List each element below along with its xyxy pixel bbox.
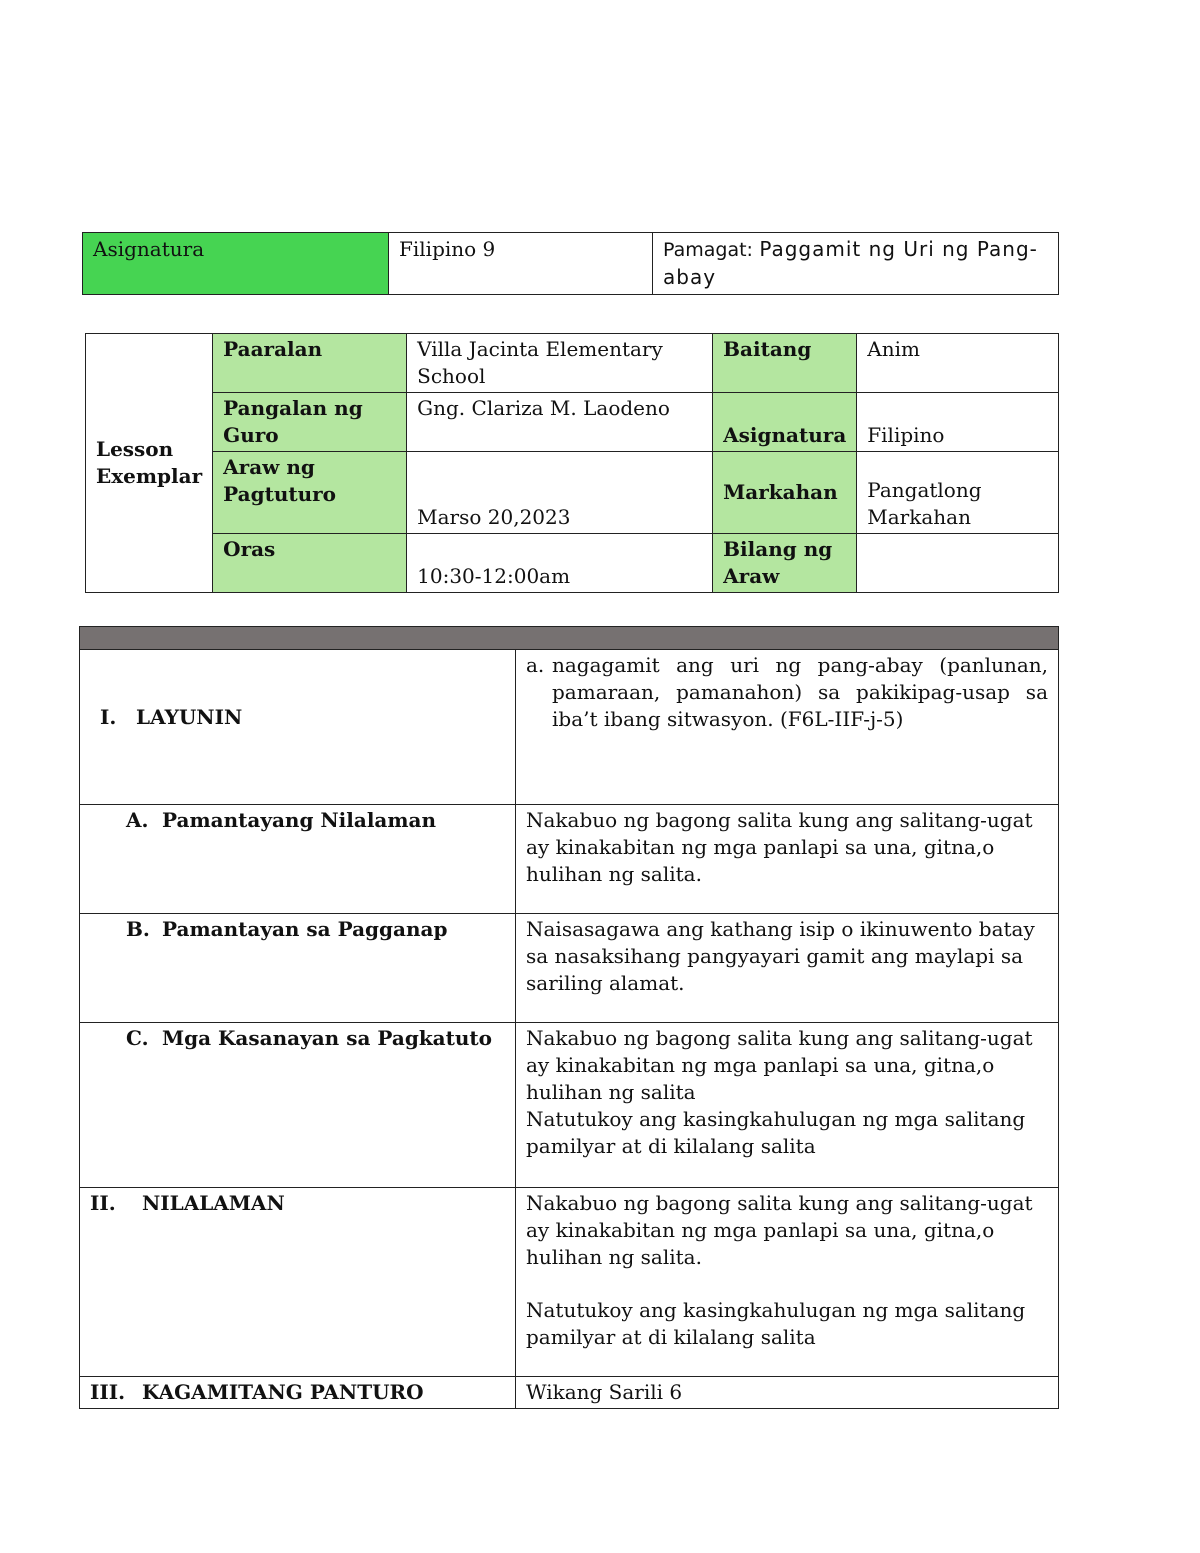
nilalaman-label-cell [80,1188,516,1377]
pamantayan-pagganap-label-cell [80,914,516,1023]
teacher-label: Pangalan ng Guro [223,396,363,447]
teacher-value: Gng. Clariza M. Laodeno [417,396,670,420]
kagamitan-label: KAGAMITANG PANTURO [142,1380,424,1404]
layunin-marker: I. [100,704,117,729]
layunin-text: nagagamit ang uri ng pang-abay (panlunan, pamaraan, pamanahon) sa pakikipag-usap sa iba’t ibang sitwasyon. (F6L-IIF-j-5) [552,653,1048,731]
info-value-cell [857,393,1059,452]
time-label: Oras [223,537,276,561]
pamantayan-pagganap-text: Naisasagawa ang kathang isip o ikinuwento batay sa nasaksihang pangyayari gamit ang maylapi sa sariling alamat. [526,917,1035,995]
days-label: Bilang ng Araw [723,537,833,588]
lesson-title: Paggamit ng Uri ng Pang-abay [663,237,1038,289]
info-value-cell [407,393,713,452]
layunin-content-cell [516,650,1059,805]
info-value-cell [407,452,713,534]
nilalaman-text-2: Natutukoy ang kasingkahulugan ng mga salitang pamilyar at di kilalang salita [526,1298,1026,1349]
nilalaman-content-cell [516,1188,1059,1377]
kasanayan-label: Mga Kasanayan sa Pagkatuto [162,1026,492,1050]
layunin-label: LAYUNIN [136,704,243,729]
info-value-cell [857,452,1059,534]
subject2-label: Asignatura [723,423,847,447]
subject2-value: Filipino [867,423,945,447]
pamantayan-pagganap-content-cell [516,914,1059,1023]
grade-label: Baitang [723,337,812,361]
section-a-marker: A. [126,808,149,832]
info-value-cell [857,534,1059,593]
info-label-cell [713,452,857,534]
item-marker: a. [526,653,545,677]
title-cell [653,233,1059,295]
nilalaman-text-1: Nakabuo ng bagong salita kung ang salitang-ugat ay kinakabitan ng mga panlapi sa una, gitna,o hulihan ng salita. [526,1191,1033,1269]
info-label-cell [213,334,407,393]
lesson-plan-table [79,626,1059,1409]
kasanayan-content-cell [516,1023,1059,1188]
time-value: 10:30-12:00am [417,564,571,588]
quarter-label: Markahan [723,480,838,504]
lesson-exemplar-label: Lesson Exemplar [96,437,203,488]
kasanayan-label-cell [80,1023,516,1188]
pamantayang-nilalaman-label: Pamantayang Nilalaman [162,808,437,832]
kasanayan-text-2: Natutukoy ang kasingkahulugan ng mga salitang pamilyar at di kilalang salita [526,1107,1026,1158]
subject-label-cell [83,233,389,295]
pamantayang-nilalaman-text: Nakabuo ng bagong salita kung ang salitang-ugat ay kinakabitan ng mga panlapi sa una, gitna,o hulihan ng salita. [526,808,1033,886]
pamantayang-nilalaman-label-cell [80,805,516,914]
school-label: Paaralan [223,337,323,361]
lesson-exemplar-cell [86,334,213,593]
layunin-label-cell [80,650,516,805]
section-c-marker: C. [126,1026,149,1050]
date-label: Araw ng Pagtuturo [223,455,337,506]
grade-value: Anim [867,337,920,361]
subject-value: Filipino 9 [399,237,496,261]
info-label-cell [713,534,857,593]
info-label-cell [213,452,407,534]
date-value: Marso 20,2023 [417,505,571,529]
header-bar [80,627,1059,650]
info-label-cell [713,334,857,393]
school-value: Villa Jacinta Elementary School [417,337,663,388]
nilalaman-label: NILALAMAN [142,1191,285,1215]
info-value-cell [407,534,713,593]
info-label-cell [213,393,407,452]
kagamitan-text: Wikang Sarili 6 [526,1380,683,1404]
info-value-cell [857,334,1059,393]
info-label-cell [213,534,407,593]
quarter-value: Pangatlong Markahan [867,478,982,529]
info-value-cell [407,334,713,393]
pamantayan-pagganap-label: Pamantayan sa Pagganap [162,917,448,941]
title-prefix: Pamagat: [663,239,753,261]
lesson-info-table [85,333,1059,593]
kagamitan-marker: III. [90,1380,126,1404]
pamantayang-nilalaman-content-cell [516,805,1059,914]
kasanayan-text-1: Nakabuo ng bagong salita kung ang salitang-ugat ay kinakabitan ng mga panlapi sa una, gitna,o hulihan ng salita [526,1026,1033,1104]
kagamitan-label-cell [80,1377,516,1409]
subject-label: Asignatura [93,237,205,261]
kagamitan-content-cell [516,1377,1059,1409]
header-table [82,232,1059,295]
nilalaman-marker: II. [90,1191,116,1215]
subject-value-cell [389,233,653,295]
info-label-cell [713,393,857,452]
section-b-marker: B. [126,917,150,941]
layunin-item [526,652,1048,733]
